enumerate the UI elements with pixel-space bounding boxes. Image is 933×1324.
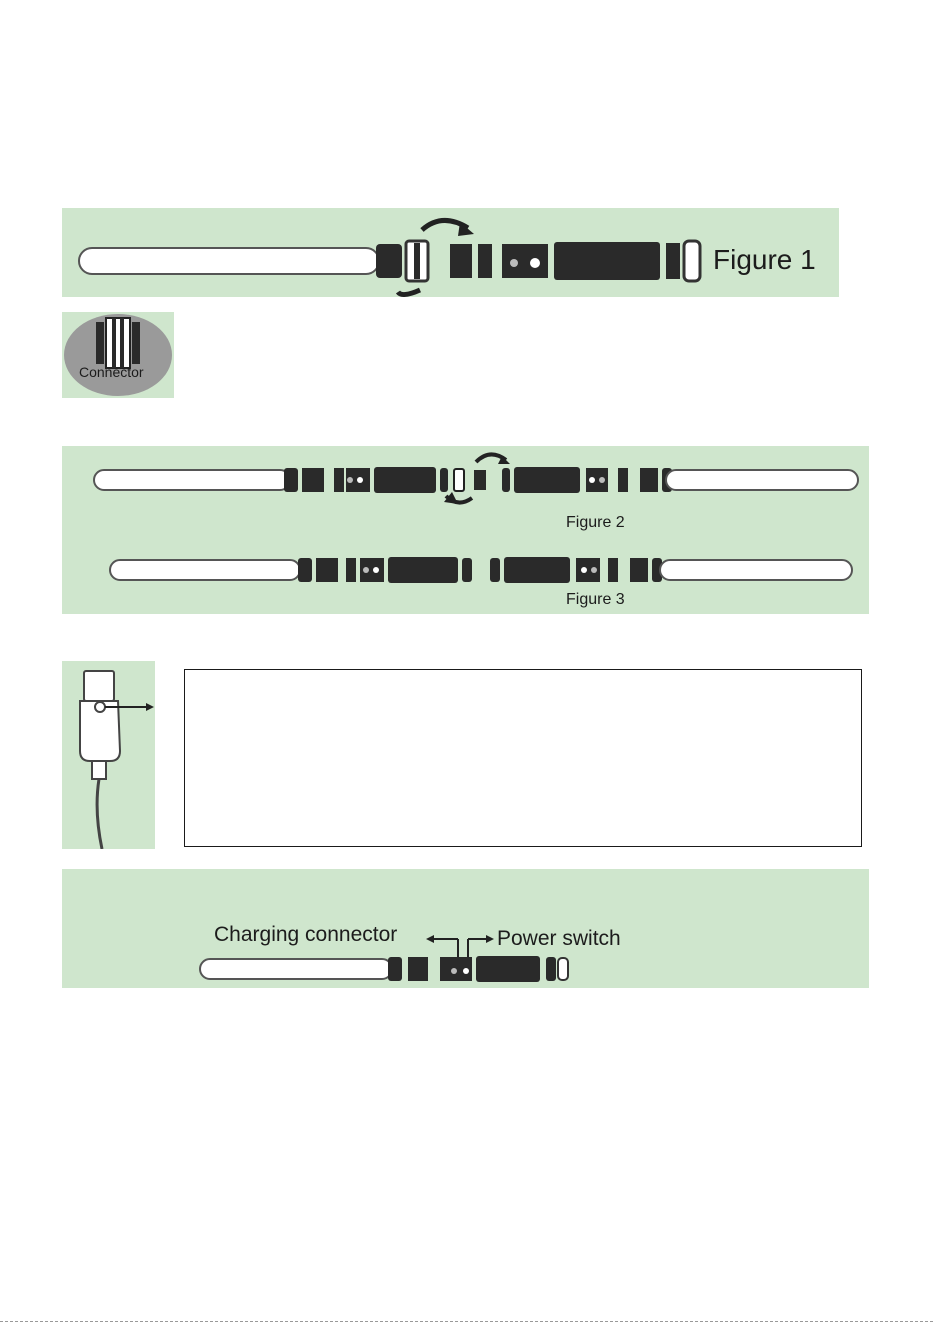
figure-2-label: Figure 2 (566, 514, 625, 531)
saber-charging-illustration (62, 869, 869, 988)
connector-badge-panel (62, 312, 174, 398)
saber-joining-illustration (62, 446, 869, 614)
connector-icon (62, 312, 174, 398)
note-box (184, 669, 862, 847)
figure-1-label: Figure 1 (713, 244, 816, 275)
power-switch-label: Power switch (497, 927, 621, 950)
figure-2-3-panel (62, 446, 869, 614)
charging-connector-label: Charging connector (214, 923, 398, 946)
figure-3-label: Figure 3 (566, 591, 625, 608)
usb-plug-icon (62, 661, 155, 849)
charging-panel (62, 869, 869, 988)
usb-cable-panel (62, 661, 155, 849)
figure-1-panel (62, 208, 839, 297)
connector-label: Connector (79, 364, 144, 380)
page-bottom-rule (0, 1321, 933, 1322)
